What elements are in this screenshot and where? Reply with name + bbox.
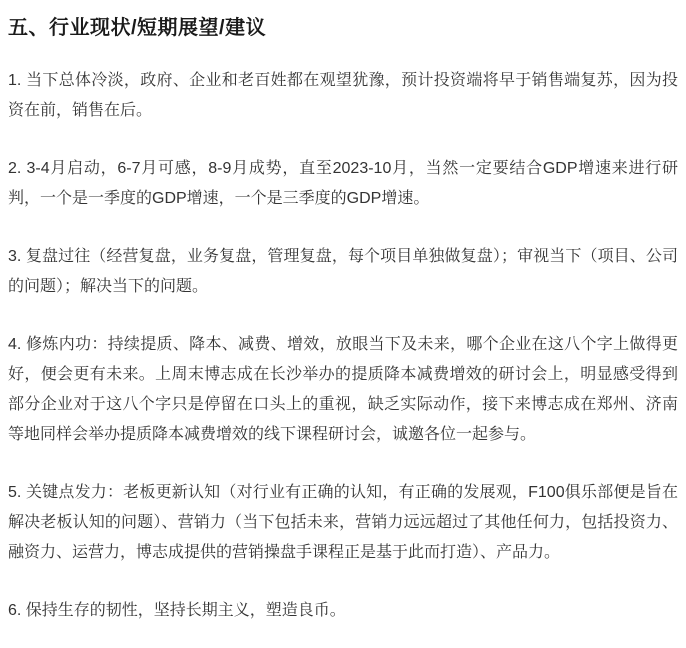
paragraph-3: 3. 复盘过往（经营复盘，业务复盘，管理复盘，每个项目单独做复盘）；审视当下（项目、公司的问题）；解决当下的问题。 bbox=[8, 248, 678, 295]
paragraph-6: 6. 保持生存的韧性，坚持长期主义，塑造良币。 bbox=[8, 602, 346, 619]
paragraph-4: 4. 修炼内功：持续提质、降本、减费、增效，放眼当下及未来，哪个企业在这八个字上做得更好，便会更有未来。上周末博志成在长沙举办的提质降本减费增效的研讨会上，明显感受得到部分企业对于这八个字只是停留在口头上的重视，缺乏实际动作，接下来博志成在郑州、济南等地同样会举办提质降本减费增效的线下课程研讨会，诚邀各位一起参与。 bbox=[8, 336, 678, 443]
page-title: 五、行业现状/短期展望/建议 bbox=[8, 17, 267, 39]
paragraph-5: 5. 关键点发力：老板更新认知（对行业有正确的认知，有正确的发展观，F100俱乐部便是旨在解决老板认知的问题）、营销力（当下包括未来，营销力远远超过了其他任何力，包括投资力、融资力、运营力，博志成提供的营销操盘手课程正是基于此而打造）、产品力。 bbox=[8, 484, 678, 561]
paragraph-2: 2. 3-4月启动，6-7月可感，8-9月成势，直至2023-10月，当然一定要结合GDP增速来进行研判，一个是一季度的GDP增速，一个是三季度的GDP增速。 bbox=[8, 160, 678, 207]
paragraph-1: 1. 当下总体冷淡，政府、企业和老百姓都在观望犹豫，预计投资端将早于销售端复苏，因为投资在前，销售在后。 bbox=[8, 72, 678, 119]
